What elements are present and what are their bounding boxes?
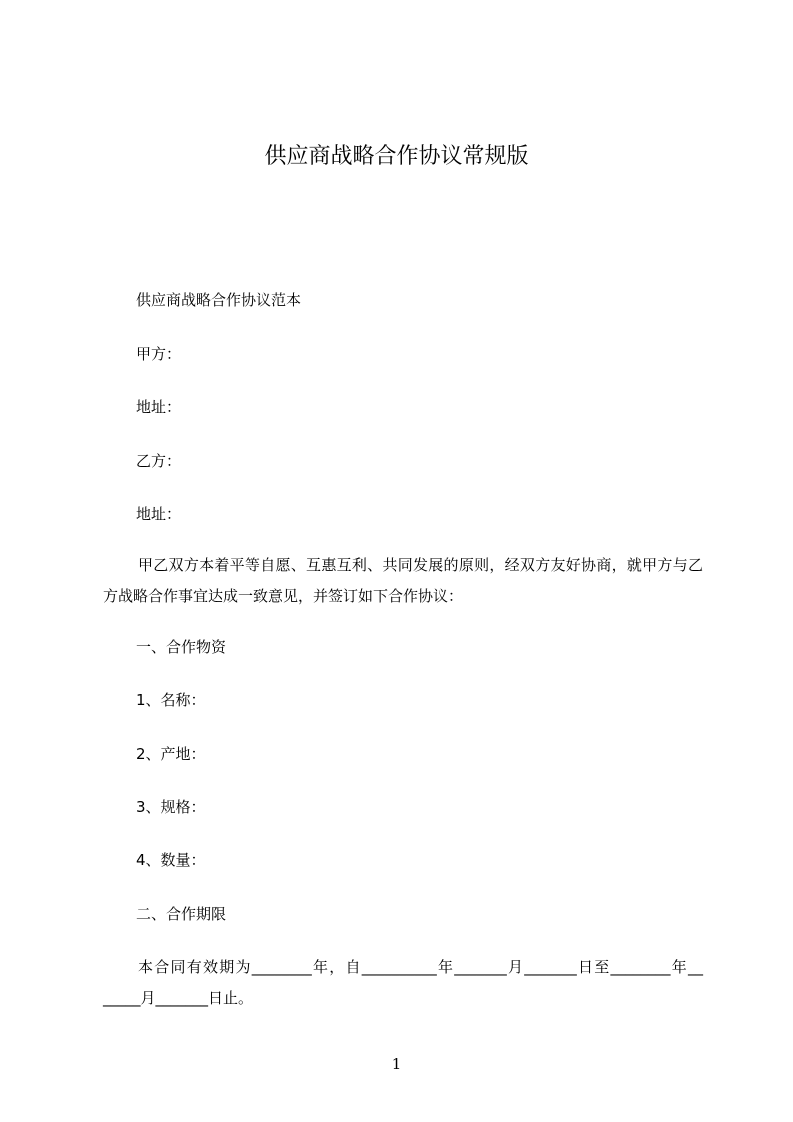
section-2-heading: 二、合作期限 xyxy=(136,905,227,923)
section-1-item-name: 1、名称： xyxy=(136,691,206,709)
party-b-label: 乙方： xyxy=(136,452,182,470)
section-1-item-quantity: 4、数量： xyxy=(136,851,206,869)
section-1-item-origin: 2、产地： xyxy=(136,745,206,763)
party-a-label: 甲方： xyxy=(136,345,182,363)
page-number: 1 xyxy=(391,1055,402,1073)
intro-paragraph: 甲乙双方本着平等自愿、互惠互利、共同发展的原则，经双方友好协商，就甲方与乙方战略合作事宜达成一致意见，并签订如下合作协议： xyxy=(103,556,703,605)
document-title: 供应商战略合作协议常规版 xyxy=(264,144,529,169)
section-1-item-spec: 3、规格： xyxy=(136,798,206,816)
section-1-heading: 一、合作物资 xyxy=(136,638,227,656)
document-subtitle: 供应商战略合作协议范本 xyxy=(136,291,302,309)
section-2-paragraph: 本合同有效期为________年，自__________年_______月_______日至________年__ _____月_______日止。 xyxy=(103,958,703,1007)
party-a-address-label: 地址： xyxy=(136,398,182,416)
party-b-address-label: 地址： xyxy=(136,505,182,523)
